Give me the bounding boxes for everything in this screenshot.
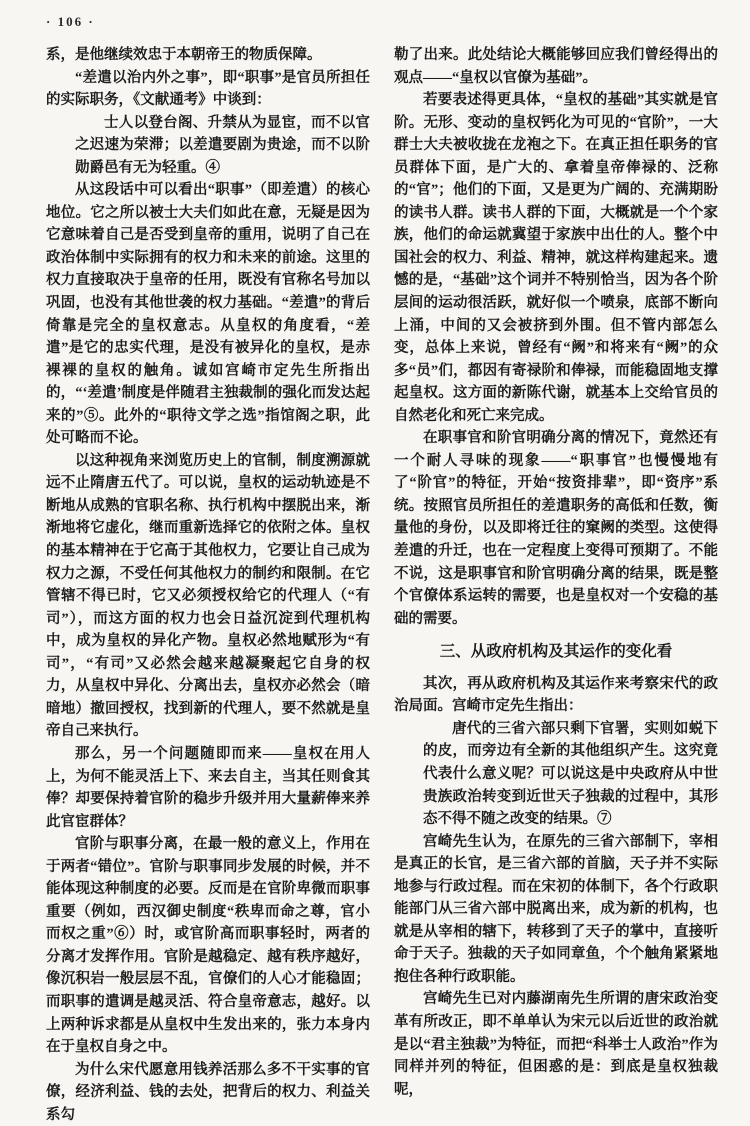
right-column (394, 44, 718, 1126)
paragraph: 以这种视角来浏览历史上的官制，制度溯源就远不止隋唐五代了。可以说，皇权的运动轨迹是不断地从成熟的官职名称、执行机构中摆脱出来，渐渐地将它虚化，继而重新选择它的依附之体。皇权的基本精神在于它高于其他权力，它要让自己成为权力之源，不受任何其他权力的制约和限制。在它管辖不得已时，它又必须授权给它的代理人（“有司”），而这方面的权力也会日益沉淀到代理机构中，成为皇权的异化产物。皇权必然地赋形为“有司”，“有司”又必然会越来越凝聚起它自身的权力，从皇权中异化、分离出去，皇权亦必然会（暗暗地）撤回授权，找到新的代理人，要不然就是皇帝自己来执行。 (46, 452, 370, 740)
section-heading: 三、从政府机构及其运作的变化看 (439, 643, 673, 661)
paragraph-continuation: 勒了出来。此处结论大概能够回应我们曾经得出的观点——“皇权以官僚为基础”。 (394, 47, 718, 86)
page-number: · 106 · (46, 14, 95, 29)
paragraph: 宫崎先生认为，在原先的三省六部制下，宰相是真正的长官，是三省六部的首脑，天子并不实际地参与行政过程。而在宋初的体制下，各个行政职能部门从三省六部中脱离出来，成为新的机构，也就是从宰相的辖下，转移到了天子的掌中，直接听命于天子。独裁的天子如同章鱼，个个触角紧紧地抱住各种行政职能。 (394, 833, 718, 985)
two-column-layout (46, 44, 718, 1126)
paragraph: 若要表述得更具体，“皇权的基础”其实就是官阶。无形、变动的皇权钙化为可见的“官阶”，一大群士大夫被收拢在龙袍之下。在真正担任职务的官员群体下面，是广大的、拿着皇帝俸禄的、泛称的“官”；他们的下面，又是更为广阔的、充满期盼的读书人群。读书人群的下面，大概就是一个个家族，他们的命运就冀望于家族中出仕的人。整个中国社会的权力、利益、精神，就这样构建起来。遗憾的是，“基础”这个词并不特别恰当，因为各个阶层间的运动很活跃，就好似一个喷泉，底部不断向上涌，中间的又会被挤到外围。但不管内部怎么变，总体上来说，曾经有“阙”和将来有“阙”的众多“员”们，都因有寄禄阶和俸禄，而能稳固地支撑起皇权。这方面的新陈代谢，就基本上交给官员的自然老化和死亡来完成。 (394, 92, 718, 424)
left-column (46, 44, 370, 1126)
paragraph: 为什么宋代愿意用钱养活那么多不干实事的官僚，经济利益、钱的去处，把背后的权力、利益关系勾 (46, 1061, 370, 1123)
paragraph: 从这段话中可以看出“职事”（即差遣）的核心地位。它之所以被士大夫们如此在意，无疑是因为它意味着自己是否受到皇帝的重用，说明了自己在政治体制中实际拥有的权力和未来的前途。这里的权力直接取决于皇帝的任用，既没有官称名号加以巩固，也没有其他世袭的权力基础。“差遣”的背后倚靠是完全的皇权意志。从皇权的角度看，“差遣”是它的忠实代理，是没有被异化的皇权，是赤裸裸的皇权的触角。诚如宫崎市定先生所指出的，“‘差遣’制度是伴随君主独裁制的强化而发达起来的”⑤。此外的“职待文学之选”指馆阁之职，此处可略而不论。 (46, 182, 370, 447)
paragraph: 宫崎先生已对内藤湖南先生所谓的唐宋政治变革有所改正，即不单单认为宋元以后近世的政治就是以“君主独裁”为特征，而把“科举士人政治”作为同样并列的特征，但困惑的是：到底是皇权独裁呢， (394, 991, 718, 1098)
paragraph-continuation: 系，是他继续效忠于本朝帝王的物质保障。 (46, 47, 322, 63)
paragraph: 官阶与职事分离，在最一般的意义上，作用在于两者“错位”。官阶与职事同步发展的时候，并不能体现这种制度的必要。反而是在官阶卑微而职事重要（例如，西汉御史制度“秩卑而命之尊，官小而权之重”⑥）时，或官阶高而职事轻时，两者的分离才发挥作用。官阶是越稳定、越有秩序越好，像沉积岩一般层层不乱，官僚们的人心才能稳固；而职事的遣调是越灵活、符合皇帝意志，越好。以上两种诉求都是从皇权中生发出来的，张力本身内在于皇权自身之中。 (46, 836, 370, 1056)
paragraph: 在职事官和阶官明确分离的情况下，竟然还有一个耐人寻味的现象——“职事官”也慢慢地有了“阶官”的特征，开始“按资排辈”，即“资序”系统。按照官员所担任的差遣职务的高低和任数，衡量他的身份，以及即将迁往的窠阙的类型。这使得差遣的升迁，也在一定程度上变得可预期了。不能不说，这是职事官和阶官明确分离的结果，既是整个官僚体系运转的需要，也是皇权对一个安稳的基础的需要。 (394, 430, 718, 627)
paragraph: 那么，另一个问题随即而来——皇权在用人上，为何不能灵活上下、来去自主，当其任则食其俸？却要保持着官阶的稳步升级并用大量薪俸来养此官宦群体？ (46, 745, 370, 830)
paragraph: “差遣以治内外之事”，即“职事”是官员所担任的实际职务，《文献通考》中谈到： (46, 69, 370, 109)
block-quote: 唐代的三省六部只剩下官署，实则如蜕下的皮，而旁边有全新的其他组织产生。这究竟代表什么意义呢？可以说这是中央政府从中世贵族政治转变到近世天子独裁的过程中，其形态不得不随之改变的结果。⑦ (423, 720, 718, 828)
block-quote: 士人以登台阁、升禁从为显宦，而不以官之迟速为荣滞；以差遣要剧为贵途，而不以阶勋爵邑有无为轻重。④ (75, 114, 370, 176)
paragraph: 其次，再从政府机构及其运作来考察宋代的政治局面。宫崎市定先生指出： (394, 675, 718, 715)
